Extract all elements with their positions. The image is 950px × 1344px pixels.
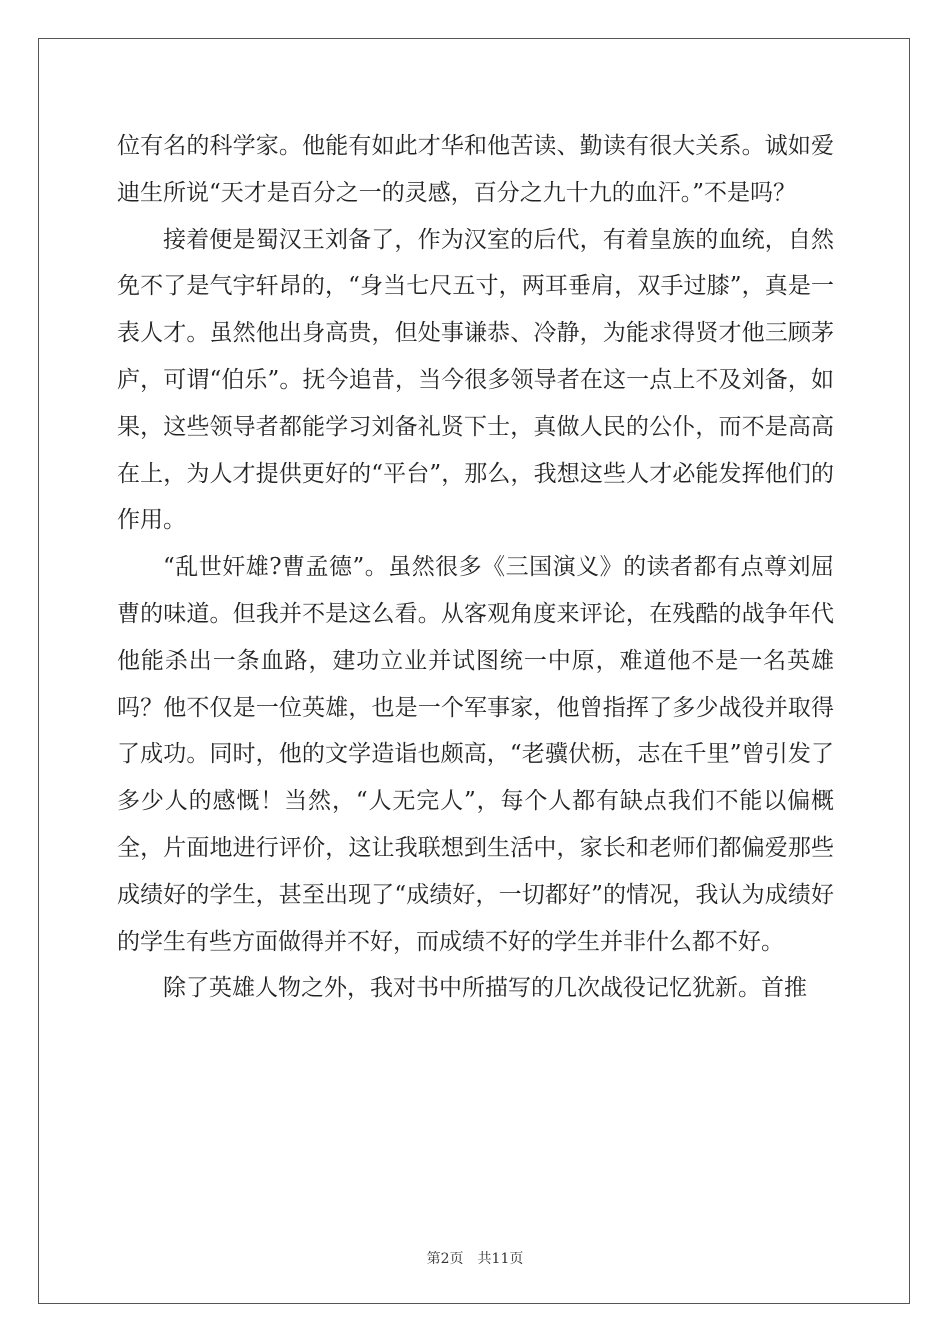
paragraph-3: “乱世奸雄?曹孟德”。虽然很多《三国演义》的读者都有点尊刘屈曹的味道。但我并不是这么看。从客观角度来评论，在残酷的战争年代他能杀出一条血路，建功立业并试图统一中原，难道他不是一名英雄吗？他不仅是一位英雄，也是一个军事家，他曾指挥了多少战役并取得了成功。同时，他的文学造诣也颇高，“老骥伏枥，志在千里”曾引发了多少人的感慨！当然，“人无完人”，每个人都有缺点我们不能以偏概全，片面地进行评价，这让我联想到生活中，家长和老师们都偏爱那些成绩好的学生，甚至出现了“成绩好，一切都好”的情况，我认为成绩好的学生有些方面做得并不好，而成绩不好的学生并非什么都不好。 — [117, 554, 834, 955]
paragraph-2: 接着便是蜀汉王刘备了，作为汉室的后代，有着皇族的血统，自然免不了是气宇轩昂的，“身当七尺五寸，两耳垂肩，双手过膝”，真是一表人才。虽然他出身高贵，但处事谦恭、冷静，为能求得贤才他三顾茅庐，可谓“伯乐”。抚今追昔，当今很多领导者在这一点上不及刘备，如果，这些领导者都能学习刘备礼贤下士，真做人民的公仆，而不是高高在上，为人才提供更好的“平台”，那么，我想这些人才必能发挥他们的作用。 — [117, 226, 834, 534]
paragraph-4: 除了英雄人物之外，我对书中所描写的几次战役记忆犹新。首推 — [163, 975, 807, 1002]
paragraph-1: 位有名的科学家。他能有如此才华和他苦读、勤读有很大关系。诚如爱迪生所说“天才是百分之一的灵感，百分之九十九的血汗。”不是吗？ — [117, 133, 834, 206]
page-total: 共11页 — [477, 1251, 524, 1267]
page-number: 第2页 — [426, 1251, 464, 1267]
page-footer — [0, 1248, 950, 1268]
document-body — [117, 123, 834, 1012]
